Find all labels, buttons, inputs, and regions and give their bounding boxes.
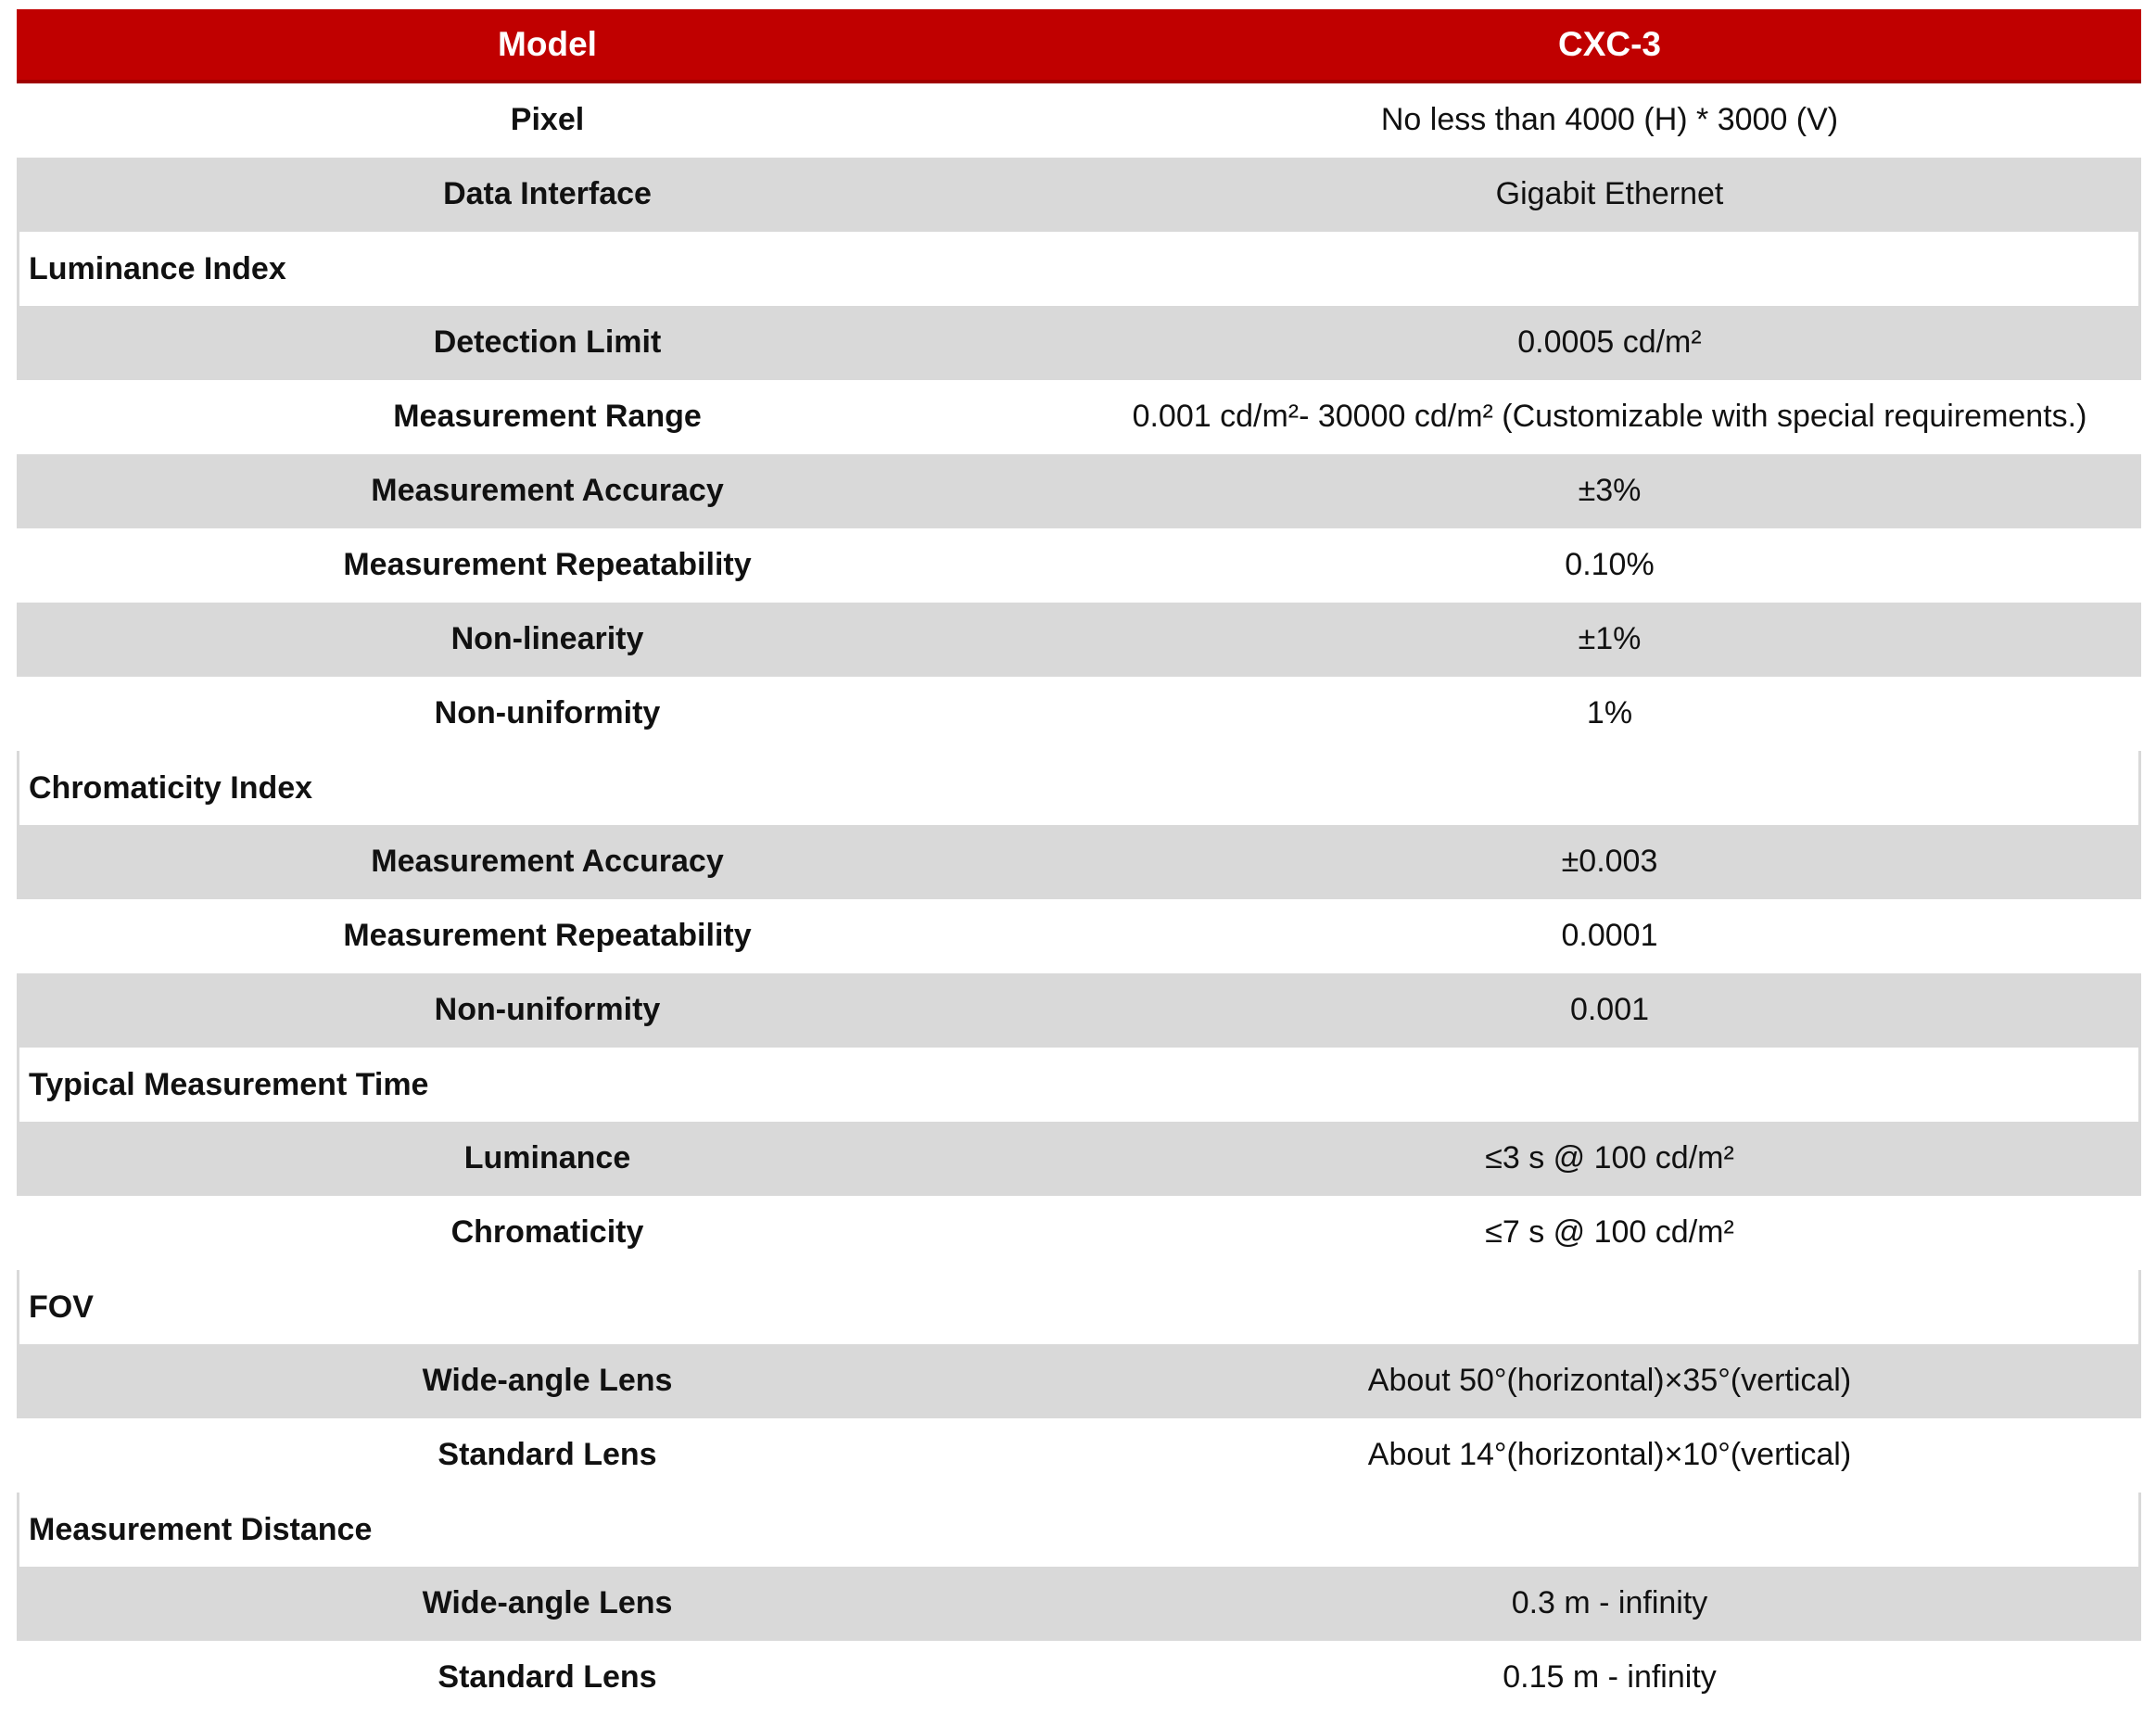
row-label: Pixel xyxy=(510,102,585,138)
table-row-fov-wide-angle xyxy=(17,1344,2141,1418)
row-label: Detection Limit xyxy=(433,324,662,361)
table-row-chromaticity-repeatability xyxy=(17,899,2141,973)
row-value: ±3% xyxy=(1578,473,1642,509)
table-row-pixel xyxy=(17,83,2141,158)
table-row-detection-limit xyxy=(17,306,2141,380)
section-row-measurement-distance xyxy=(17,1493,2141,1567)
row-label: Standard Lens xyxy=(438,1437,657,1473)
row-label: Non-uniformity xyxy=(434,992,661,1028)
row-value: 0.0005 cd/m² xyxy=(1517,324,1702,361)
row-label: Standard Lens xyxy=(438,1659,657,1696)
row-label: Measurement Repeatability xyxy=(343,547,752,583)
row-value: 1% xyxy=(1586,695,1633,731)
row-label: Data Interface xyxy=(443,176,652,212)
row-value: 0.001 xyxy=(1569,992,1650,1028)
header-model-value: CXC-3 xyxy=(1557,24,1662,63)
row-value: ≤7 s @ 100 cd/m² xyxy=(1485,1214,1734,1251)
section-label: FOV xyxy=(29,1289,94,1325)
section-row-typical-measurement-time xyxy=(17,1048,2141,1122)
table-row-chromaticity-non-uniformity xyxy=(17,973,2141,1048)
row-label: Wide-angle Lens xyxy=(422,1363,673,1399)
row-value: ±0.003 xyxy=(1561,844,1658,880)
row-value: ≤3 s @ 100 cd/m² xyxy=(1485,1140,1734,1176)
row-value: 0.0001 xyxy=(1561,918,1658,954)
row-value: About 14°(horizontal)×10°(vertical) xyxy=(1367,1437,1852,1473)
row-value: About 50°(horizontal)×35°(vertical) xyxy=(1367,1363,1852,1399)
row-label: Measurement Accuracy xyxy=(371,844,724,880)
table-row-time-luminance xyxy=(17,1122,2141,1196)
row-label: Measurement Range xyxy=(393,399,702,435)
section-label: Measurement Distance xyxy=(29,1511,373,1547)
row-label: Measurement Repeatability xyxy=(343,918,752,954)
row-label: Non-linearity xyxy=(450,621,644,657)
table-row-chromaticity-accuracy xyxy=(17,825,2141,899)
table-row-luminance-accuracy xyxy=(17,454,2141,528)
row-value: 0.3 m - infinity xyxy=(1511,1585,1708,1621)
row-label: Chromaticity xyxy=(450,1214,644,1251)
section-label: Luminance Index xyxy=(29,250,286,286)
row-label: Wide-angle Lens xyxy=(422,1585,673,1621)
row-value: 0.10% xyxy=(1565,547,1655,583)
table-row-fov-standard xyxy=(17,1418,2141,1493)
header-model-label: Model xyxy=(498,24,597,63)
row-value: No less than 4000 (H) * 3000 (V) xyxy=(1380,102,1839,138)
table-row-luminance-non-uniformity xyxy=(17,677,2141,751)
row-value: ±1% xyxy=(1578,621,1642,657)
table-row-non-linearity xyxy=(17,603,2141,677)
table-row-distance-wide-angle xyxy=(17,1567,2141,1641)
section-row-luminance-index xyxy=(17,232,2141,306)
spec-table xyxy=(17,9,2141,1715)
section-row-chromaticity-index xyxy=(17,751,2141,825)
table-row-distance-standard xyxy=(17,1641,2141,1715)
row-value: 0.001 cd/m²- 30000 cd/m² (Customizable with special requirements.) xyxy=(1132,399,2087,435)
row-label: Luminance xyxy=(463,1140,631,1176)
row-value: Gigabit Ethernet xyxy=(1495,176,1724,212)
section-label: Typical Measurement Time xyxy=(29,1066,429,1102)
table-header-row xyxy=(17,9,2141,83)
section-label: Chromaticity Index xyxy=(29,769,313,806)
table-row-measurement-range xyxy=(17,380,2141,454)
row-label: Non-uniformity xyxy=(434,695,661,731)
row-value: 0.15 m - infinity xyxy=(1503,1659,1717,1696)
section-row-fov xyxy=(17,1270,2141,1344)
table-row-luminance-repeatability xyxy=(17,528,2141,603)
row-label: Measurement Accuracy xyxy=(371,473,724,509)
table-row-data-interface xyxy=(17,158,2141,232)
table-row-time-chromaticity xyxy=(17,1196,2141,1270)
